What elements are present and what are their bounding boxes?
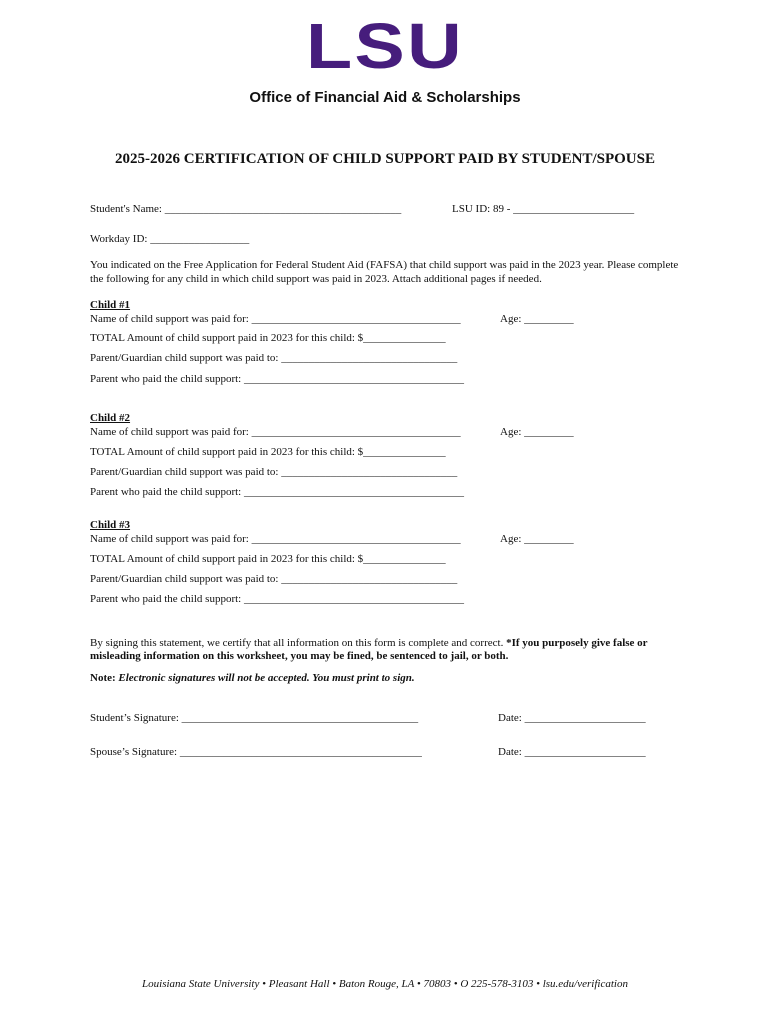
certification-text: By signing this statement, we certify that all information on this form is complete and correct.: [90, 637, 507, 649]
child-name-field[interactable]: Name of child support was paid for: ______________________________________: [90, 533, 461, 545]
child-heading: Child #1: [90, 299, 131, 311]
child-total-field[interactable]: TOTAL Amount of child support paid in 2023 for this child: $_______________: [90, 553, 446, 565]
lsu-logo: LSU: [305, 10, 465, 82]
parent-paid-to-field[interactable]: Parent/Guardian child support was paid to: ________________________________: [90, 352, 458, 364]
parent-paid-to-field[interactable]: Parent/Guardian child support was paid to: ________________________________: [90, 466, 458, 478]
student-signature-field[interactable]: Student’s Signature: ___________________________________________: [90, 712, 419, 724]
note: [90, 672, 415, 685]
note-label: Note:: [90, 672, 119, 684]
footer-address: Louisiana State University • Pleasant Hall • Baton Rouge, LA • 70803 • O 225-578-3103 • lsu.edu/verification: [142, 978, 628, 990]
certification-statement: [90, 637, 688, 663]
certification-warning: *If you purposely give false or misleading information on this worksheet, you may be fined, be sentenced to jail, or both.: [90, 637, 648, 662]
child-name-field[interactable]: Name of child support was paid for: ______________________________________: [90, 313, 461, 325]
student-name-field[interactable]: Student's Name: ___________________________________________: [90, 203, 402, 215]
child-total-field[interactable]: TOTAL Amount of child support paid in 2023 for this child: $_______________: [90, 332, 446, 344]
parent-paid-to-field[interactable]: Parent/Guardian child support was paid to: ________________________________: [90, 573, 458, 585]
child-heading: Child #3: [90, 519, 131, 531]
child-age-field[interactable]: Age: _________: [500, 426, 574, 438]
parent-who-paid-field[interactable]: Parent who paid the child support: ________________________________________: [90, 373, 464, 385]
student-date-field[interactable]: Date: ______________________: [498, 712, 646, 724]
parent-who-paid-field[interactable]: Parent who paid the child support: ________________________________________: [90, 486, 464, 498]
spouse-signature-field[interactable]: Spouse’s Signature: ____________________________________________: [90, 746, 422, 758]
child-age-field[interactable]: Age: _________: [500, 533, 574, 545]
child-total-field[interactable]: TOTAL Amount of child support paid in 2023 for this child: $_______________: [90, 446, 446, 458]
office-name: Office of Financial Aid & Scholarships: [249, 89, 521, 106]
intro-paragraph: You indicated on the Free Application for Federal Student Aid (FAFSA) that child support was paid in the 2023 year. Please complete the following for any child in which child support was paid in 2023. Attach additional pages if needed.: [90, 259, 679, 285]
child-age-field[interactable]: Age: _________: [500, 313, 574, 325]
child-heading: Child #2: [90, 412, 131, 424]
lsu-id-field[interactable]: LSU ID: 89 - ______________________: [452, 203, 635, 215]
note-text: Electronic signatures will not be accepted. You must print to sign.: [118, 672, 415, 684]
spouse-date-field[interactable]: Date: ______________________: [498, 746, 646, 758]
workday-id-field[interactable]: Workday ID: __________________: [90, 233, 250, 245]
child-name-field[interactable]: Name of child support was paid for: ______________________________________: [90, 426, 461, 438]
form-title: 2025-2026 CERTIFICATION OF CHILD SUPPORT PAID BY STUDENT/SPOUSE: [115, 151, 655, 167]
parent-who-paid-field[interactable]: Parent who paid the child support: ________________________________________: [90, 593, 464, 605]
